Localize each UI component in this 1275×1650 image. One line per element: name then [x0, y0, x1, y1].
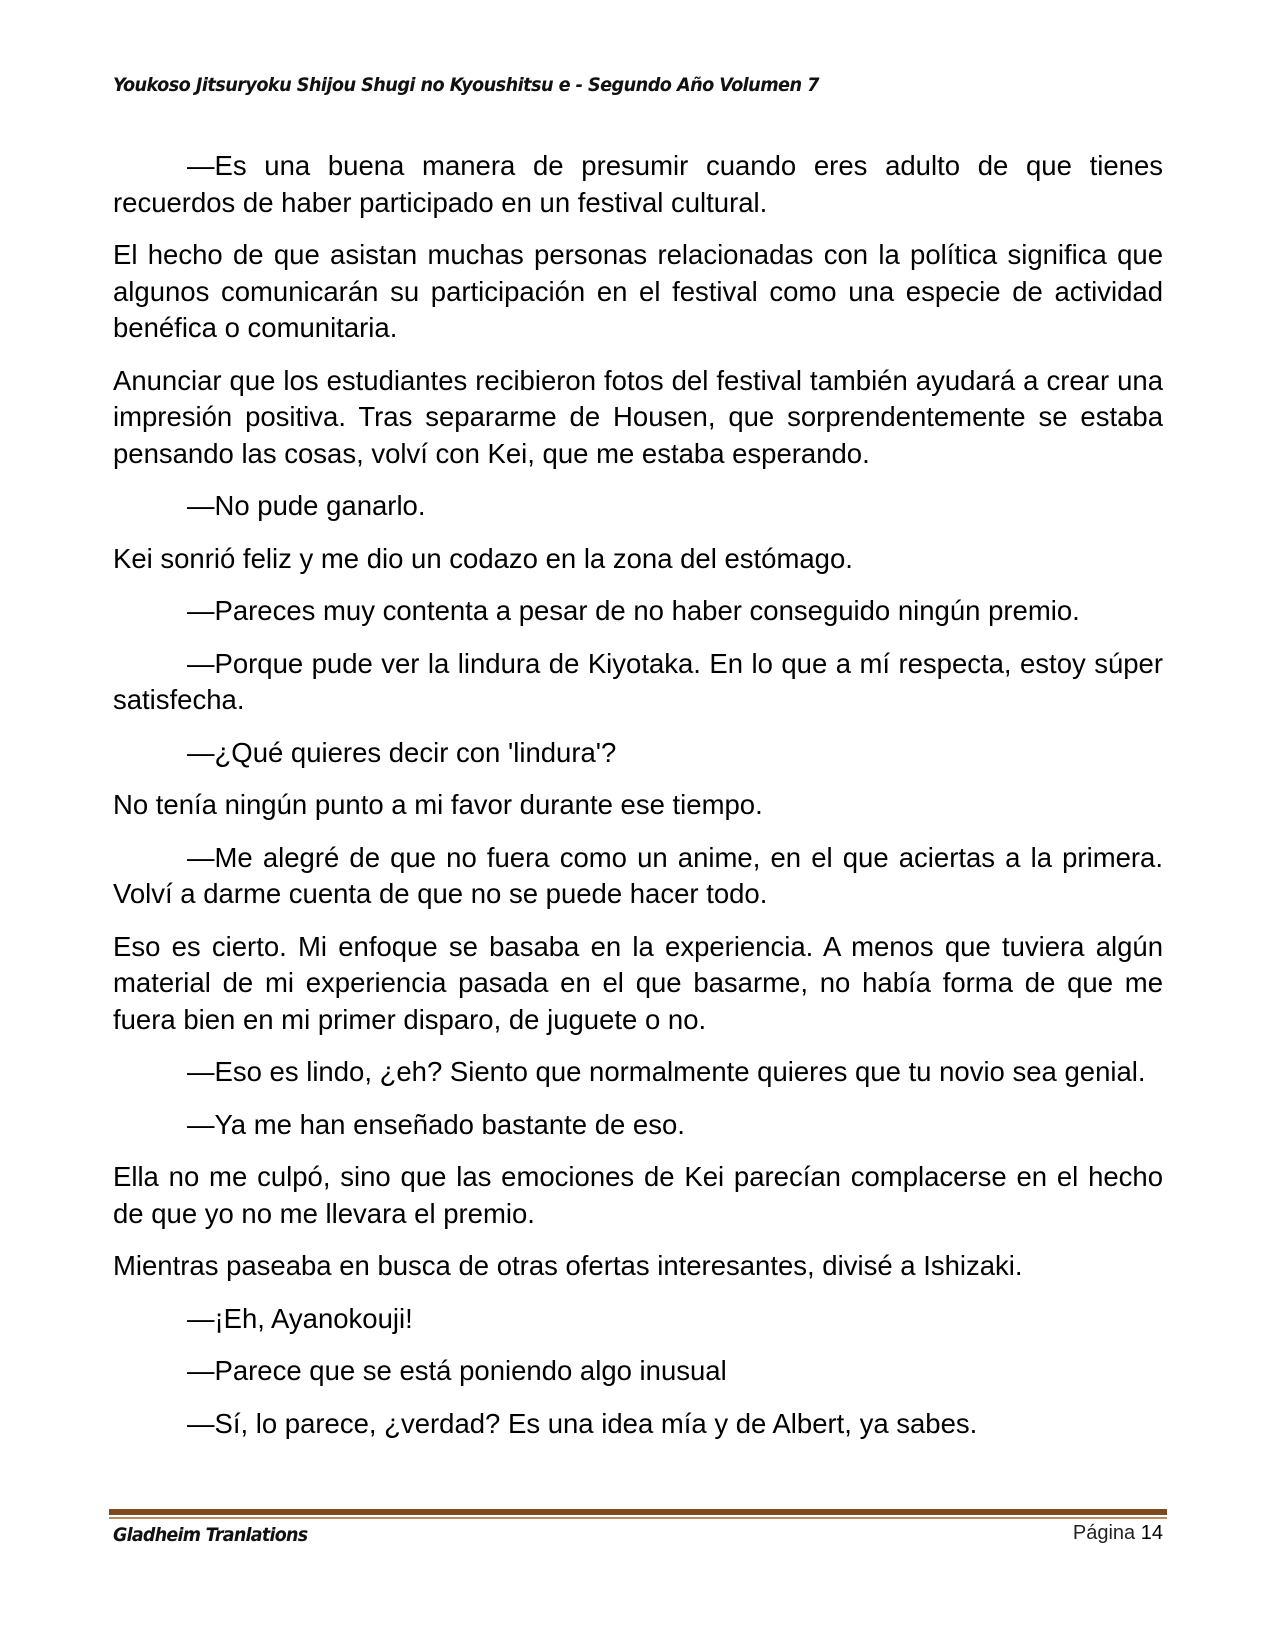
- page-body: [113, 148, 1163, 1458]
- paragraph-narration: Eso es cierto. Mi enfoque se basaba en la experiencia. A menos que tuviera algún material de mi experiencia pasada en el que basarme, no había forma de que me fuera bien en mi primer disparo, de juguete o no.: [113, 930, 1163, 1035]
- paragraph-dialog: —Parece que se está poniendo algo inusual: [187, 1355, 727, 1386]
- paragraph-dialog: —Pareces muy contenta a pesar de no haber conseguido ningún premio.: [187, 595, 1080, 626]
- paragraph-dialog: —Porque pude ver la lindura de Kiyotaka. En lo que a mí respecta, estoy súper satisfecha.: [113, 647, 1163, 715]
- paragraph-dialog: —¿Qué quieres decir con 'lindura'?: [187, 736, 617, 768]
- page-number: 14: [1140, 1522, 1163, 1544]
- footer-credit: Gladheim Tranlations: [113, 1524, 308, 1546]
- footer-rule-thin: [109, 1517, 1167, 1519]
- footer-rule-thick: [109, 1509, 1167, 1515]
- paragraph-narration: Kei sonrió feliz y me dio un codazo en la zona del estómago.: [113, 542, 853, 574]
- paragraph-narration: Ella no me culpó, sino que las emociones de Kei parecían complacerse en el hecho de que yo no me llevara el premio.: [113, 1161, 1163, 1229]
- paragraph-dialog: —Eso es lindo, ¿eh? Siento que normalmente quieres que tu novio sea genial.: [187, 1056, 1146, 1087]
- paragraph-dialog: —No pude ganarlo.: [187, 490, 426, 521]
- page-label: Página: [1072, 1522, 1136, 1544]
- paragraph-dialog: —Es una buena manera de presumir cuando eres adulto de que tienes recuerdos de haber participado en un festival cultural.: [113, 150, 1163, 218]
- paragraph-narration: Mientras paseaba en busca de otras ofertas interesantes, divisé a Ishizaki.: [113, 1250, 1023, 1281]
- paragraph-dialog: —Me alegré de que no fuera como un anime, en el que aciertas a la primera. Volví a darme cuenta de que no se puede hacer todo.: [113, 841, 1163, 909]
- running-header: Youkoso Jitsuryoku Shijou Shugi no Kyoushitsu e - Segundo Año Volumen 7: [113, 74, 819, 96]
- paragraph-dialog: —Sí, lo parece, ¿verdad? Es una idea mía y de Albert, ya sabes.: [187, 1407, 978, 1439]
- page-number-label: [1073, 1522, 1163, 1545]
- paragraph-dialog: —Ya me han enseñado bastante de eso.: [187, 1108, 685, 1140]
- paragraph-dialog: —¡Eh, Ayanokouji!: [187, 1302, 413, 1334]
- paragraph-narration: El hecho de que asistan muchas personas relacionadas con la política significa que algunos comunicarán su participación en el festival como una especie de actividad benéfica o comunitaria.: [113, 239, 1163, 343]
- paragraph-narration: No tenía ningún punto a mi favor durante ese tiempo.: [113, 789, 763, 820]
- paragraph-narration: Anunciar que los estudiantes recibieron fotos del festival también ayudará a crear una impresión positiva. Tras separarme de Housen, que sorprendentemente se estaba pensando las cosas, volví con Kei, que me estaba esperando.: [113, 364, 1163, 469]
